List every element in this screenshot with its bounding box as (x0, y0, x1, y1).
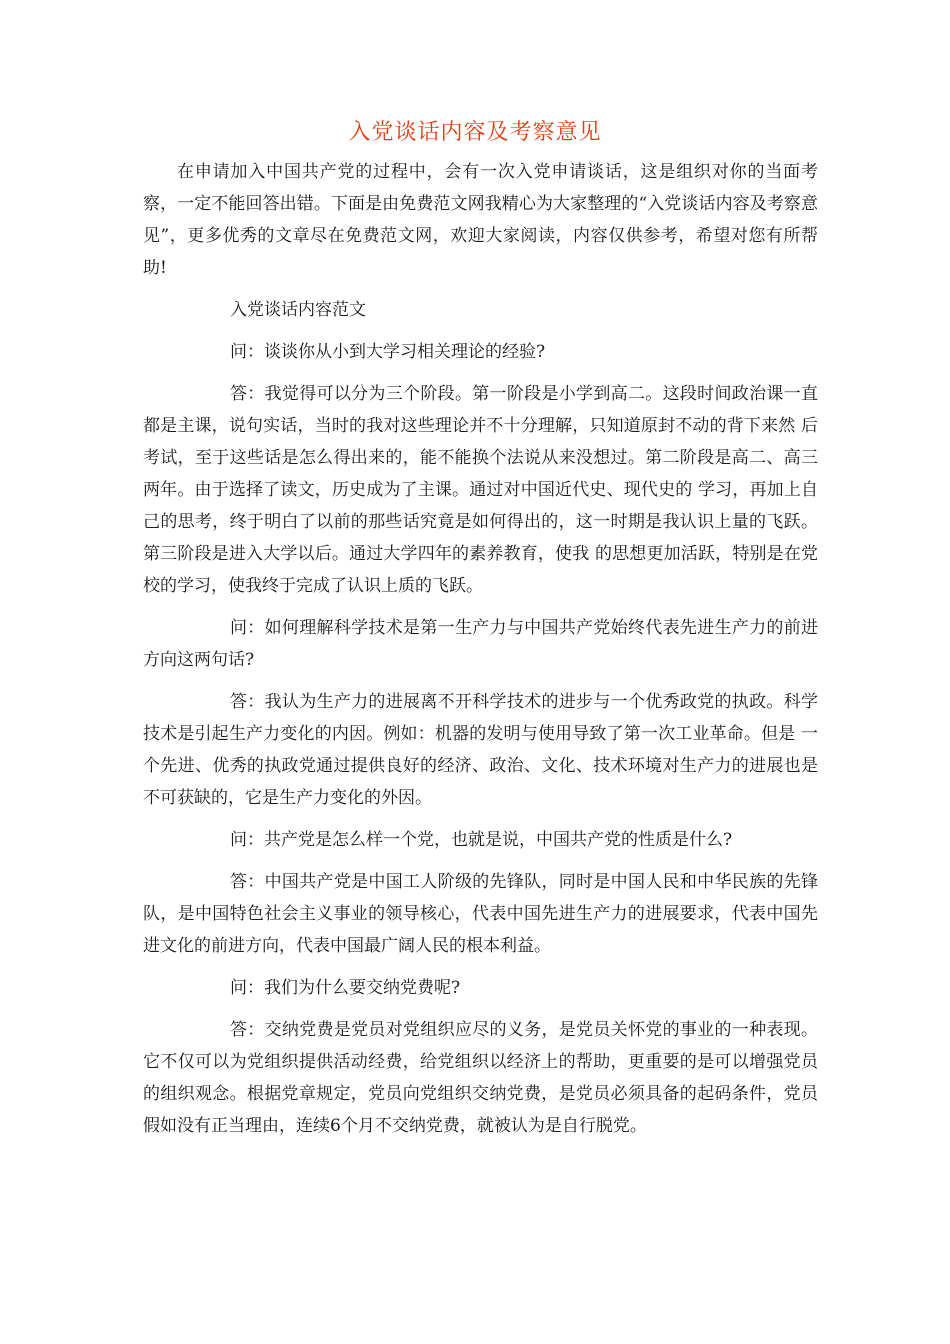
question-paragraph: 问：共产党是怎么样一个党，也就是说，中国共产党的性质是什么? (230, 830, 733, 850)
answer-paragraph: 答：我认为生产力的进展离不开科学技术的进步与一个优秀政党的执政。科学技术是引起生产力变化的内因。例如：机器的发明与使用导致了第一次工业革命。但是 一个先进、优秀的执政党通过提供良好的经济、政治、文化、技术环境对生产力的进展也是不可获缺的，它是生产力变化的外因。 (143, 692, 818, 808)
document-body (143, 156, 818, 1142)
section-heading: 入党谈话内容范文 (230, 300, 366, 320)
answer-paragraph: 答：我觉得可以分为三个阶段。第一阶段是小学到高二。这段时间政治课一直都是主课，说句实话，当时的我对这些理论并不十分理解，只知道原封不动的背下来然 后考试，至于这些话是怎么得出来的，能不能换个法说从来没想过。第二阶段是高二、高三两年。由于选择了读文，历史成为了主课。通过对中国近代史、现代史的 学习，再加上自己的思考，终于明白了以前的那些话究竟是如何得出的，这一时期是我认识上量的飞跃。第三阶段是进入大学以后。通过大学四年的素养教育，使我 的思想更加活跃，特别是在党校的学习，使我终于完成了认识上质的飞跃。 (143, 384, 818, 596)
document-title: 入党谈话内容及考察意见 (348, 120, 602, 145)
question-paragraph: 问：如何理解科学技术是第一生产力与中国共产党始终代表先进生产力的前进方向这两句话? (143, 618, 818, 670)
intro-paragraph: 在申请加入中国共产党的过程中，会有一次入党申请谈话，这是组织对你的当面考察，一定不能回答出错。下面是由免费范文网我精心为大家整理的“入党谈话内容及考察意见”，更多优秀的文章尽在免费范文网，欢迎大家阅读，内容仅供参考，希望对您有所帮助! (143, 162, 818, 278)
question-paragraph: 问：我们为什么要交纳党费呢? (230, 978, 461, 998)
answer-paragraph: 答：交纳党费是党员对党组织应尽的义务，是党员关怀党的事业的一种表现。它不仅可以为党组织提供活动经费，给党组织以经济上的帮助，更重要的是可以增强党员的组织观念。根据党章规定，党员向党组织交纳党费，是党员必须具备的起码条件，党员假如没有正当理由，连续6个月不交纳党费，就被认为是自行脱党。 (143, 1020, 818, 1136)
question-paragraph: 问：谈谈你从小到大学习相关理论的经验? (230, 342, 546, 362)
answer-paragraph: 答：中国共产党是中国工人阶级的先锋队，同时是中国人民和中华民族的先锋队，是中国特色社会主义事业的领导核心，代表中国先进生产力的进展要求，代表中国先进文化的前进方向，代表中国最广阔人民的根本利益。 (143, 872, 818, 956)
